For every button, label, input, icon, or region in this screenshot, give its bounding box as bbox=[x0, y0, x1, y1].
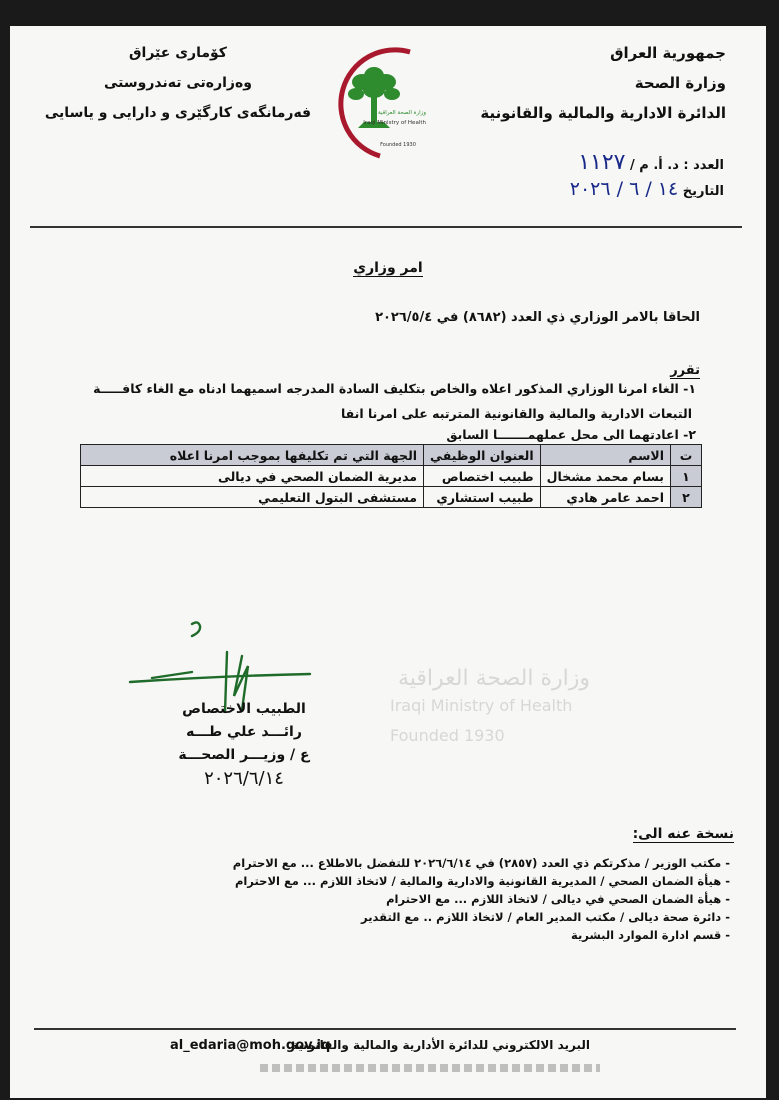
cell-index: ٢ bbox=[671, 487, 702, 508]
copy-item: - هيأة الضمان الصحي في ديالى / لاتخاذ اللازم ... مع الاحترام bbox=[386, 892, 730, 906]
header-arabic-line-1: جمهورية العراق bbox=[610, 44, 726, 62]
date-value: ١٤ / ٦ / ٢٠٢٦ bbox=[569, 178, 679, 200]
date-line bbox=[570, 178, 724, 200]
table-row bbox=[81, 487, 702, 508]
header-kurdish-line-2: وەزارەتی تەندروستی bbox=[104, 75, 252, 91]
header-kurdish bbox=[28, 38, 328, 128]
header-divider bbox=[30, 226, 742, 228]
body-line-3: ٢- اعادتهما الى محل عملهمـــــــا السابق bbox=[446, 427, 696, 442]
header-kurdish-line-3: فەرمانگەی كارگێری و دارایی و یاسایی bbox=[44, 105, 312, 121]
body-line-1: ١- الغاء امرنا الوزاري المذكور اعلاه والخاص بتكليف السادة المدرجه اسميهما ادناه مع الغاء كافـــــة bbox=[93, 381, 696, 396]
logo-text-english: Iraqi Ministry of Health bbox=[363, 120, 426, 126]
reference-number: ١١٢٧ bbox=[578, 150, 626, 175]
watermark-line-1: وزارة الصحة العراقية bbox=[397, 666, 590, 691]
document-title-text: امر وزاري bbox=[353, 260, 423, 276]
footer-cut-off-text bbox=[260, 1064, 600, 1072]
cell-assigned-entity: مديرية الضمان الصحي في ديالى bbox=[81, 466, 424, 487]
copy-item: - دائرة صحة ديالى / مكتب المدير العام / لاتخاذ اللازم .. مع التقدير bbox=[361, 910, 730, 924]
reference-label: العدد : د. أ. م / bbox=[630, 158, 724, 173]
intro-text: الحاقا بالامر الوزاري ذي العدد (٨٦٨٢) في ٢٠٢٦/٥/٤ bbox=[375, 310, 700, 325]
table-header-row bbox=[81, 445, 702, 466]
header-arabic-line-2: وزارة الصحة bbox=[634, 74, 726, 92]
body-line-2: التبعات الادارية والمالية والقانونية المترتبه على امرنا انفا bbox=[340, 406, 692, 421]
signer-date: ٢٠٢٦/٦/١٤ bbox=[204, 768, 284, 789]
cell-assigned-entity: مستشفى البتول التعليمي bbox=[81, 487, 424, 508]
copy-item: - هيأة الضمان الصحي / المديرية القانونية والادارية والمالية / لاتخاذ اللازم ... مع الاحترام bbox=[234, 874, 730, 888]
cell-name: بسام محمد مشخال bbox=[540, 466, 670, 487]
ministry-logo bbox=[310, 40, 440, 162]
copy-to-heading: نسخة عنه الى: bbox=[632, 826, 734, 842]
document-title bbox=[10, 260, 766, 276]
cell-job-title: طبيب استشاري bbox=[424, 487, 541, 508]
col-header-job-title: العنوان الوظيفي bbox=[424, 445, 541, 466]
date-label: التاريخ bbox=[682, 184, 724, 199]
footer-email: al_edaria@moh.gov.iq bbox=[170, 1038, 331, 1053]
watermark-line-3: Founded 1930 bbox=[390, 726, 505, 745]
col-header-name: الاسم bbox=[540, 445, 670, 466]
logo-text-arabic: وزارة الصحة العراقية bbox=[377, 110, 426, 116]
reference-line bbox=[578, 150, 724, 175]
signer-role: ع / وزيـــر الصحـــة bbox=[178, 747, 310, 763]
decided-heading: تقرر bbox=[670, 363, 700, 378]
cell-job-title: طبيب اختصاص bbox=[424, 466, 541, 487]
signer-title: الطبيب الاختصاص bbox=[182, 701, 306, 717]
col-header-assigned-entity: الجهة التي تم تكليفها بموجب امرنا اعلاه bbox=[81, 445, 424, 466]
table-row bbox=[81, 466, 702, 487]
cell-name: احمد عامر هادي bbox=[540, 487, 670, 508]
footer-divider bbox=[34, 1028, 736, 1030]
signer-block bbox=[170, 698, 318, 790]
assignees-table bbox=[80, 444, 702, 508]
cell-index: ١ bbox=[671, 466, 702, 487]
copy-item: - قسم ادارة الموارد البشرية bbox=[571, 928, 730, 942]
watermark-line-2: Iraqi Ministry of Health bbox=[390, 696, 573, 715]
header-arabic bbox=[480, 38, 726, 128]
signer-name: رائـــد علي طـــه bbox=[186, 724, 302, 740]
logo-founded: Founded 1930 bbox=[380, 142, 416, 148]
copy-item: - مكتب الوزير / مذكرتكم ذي العدد (٢٨٥٧) في ٢٠٢٦/٦/١٤ للتفضل بالاطلاع ... مع الاحترام bbox=[232, 856, 730, 870]
footer-label: البريد الالكتروني للدائرة الأدارية والمالية والقانونية bbox=[290, 1038, 590, 1052]
document-page bbox=[10, 26, 766, 1098]
col-header-index: ت bbox=[671, 445, 702, 466]
header-kurdish-line-1: كۆماری عێراق bbox=[129, 45, 227, 61]
watermark bbox=[390, 666, 590, 756]
header-arabic-line-3: الدائرة الادارية والمالية والقانونية bbox=[480, 104, 726, 122]
